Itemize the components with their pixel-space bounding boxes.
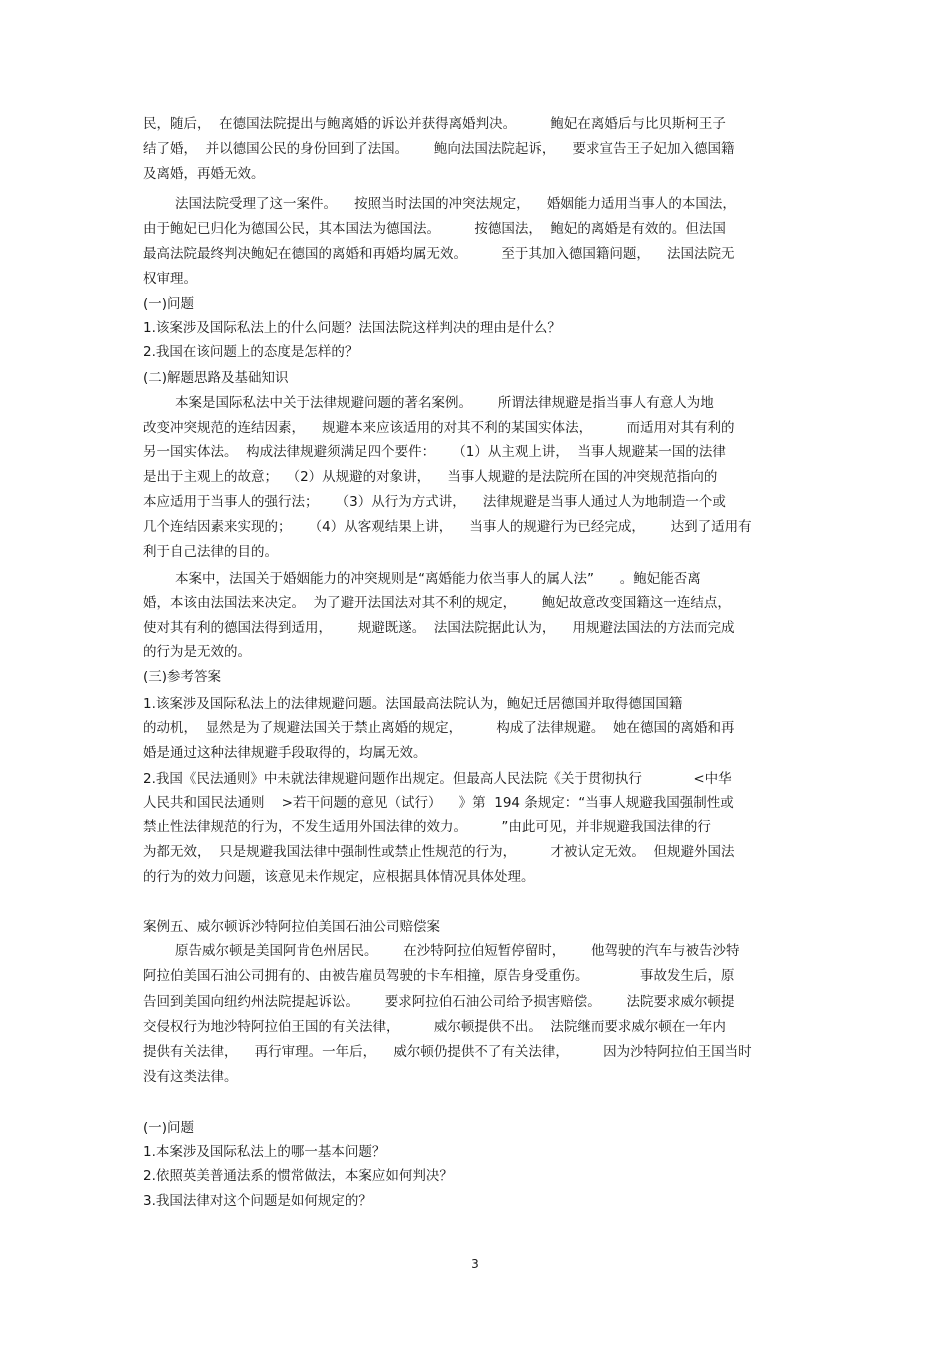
text-line: 告回到美国向纽约州法院提起诉讼。 要求阿拉伯石油公司给予损害赔偿。 法院要求威尔顿提 (143, 994, 735, 1010)
text-line: 民，随后， 在德国法院提出与鲍离婚的诉讼并获得离婚判决。 鲍妃在离婚后与比贝斯柯王子 (143, 116, 726, 132)
text-line: 是出于主观上的故意； （2）从规避的对象讲， 当事人规避的是法院所在国的冲突规范指向的 (143, 469, 718, 485)
text-line: 为都无效， 只是规避我国法律中强制性或禁止性规范的行为， 才被认定无效。 但规避外国法 (143, 844, 735, 860)
text-line: 阿拉伯美国石油公司拥有的、由被告雇员驾驶的卡车相撞，原告身受重伤。 事故发生后，原 (143, 968, 735, 984)
text-line: 的行为是无效的。 (143, 644, 251, 660)
text-line: 人民共和国民法通则 >若干问题的意见（试行） 》第 194 条规定：“当事人规避我国强制性或 (143, 795, 734, 811)
text-line: 结了婚， 并以德国公民的身份回到了法国。 鲍向法国法院起诉， 要求宣告王子妃加入德国籍 (143, 141, 735, 157)
text-line: 提供有关法律， 再行审理。一年后， 威尔顿仍提供不了有关法律， 因为沙特阿拉伯王国当时 (143, 1044, 752, 1060)
text-line: 利于自己法律的目的。 (143, 544, 278, 560)
text-line: 本案中，法国关于婚姻能力的冲突规则是“离婚能力依当事人的属人法” 。鲍妃能否离 (175, 571, 701, 587)
page-number: 3 (471, 1257, 479, 1271)
text-line: 1.该案涉及国际私法上的什么问题？法国法院这样判决的理由是什么？ (143, 320, 561, 336)
text-line: 法国法院受理了这一案件。 按照当时法国的冲突法规定， 婚姻能力适用当事人的本国法， (175, 196, 736, 212)
text-line: 2.依照英美普通法系的惯常做法，本案应如何判决？ (143, 1168, 453, 1184)
text-line: 婚是通过这种法律规避手段取得的，均属无效。 (143, 745, 427, 761)
text-line: (三)参考答案 (143, 669, 222, 685)
text-line: 没有这类法律。 (143, 1069, 238, 1085)
text-line: 使对其有利的德国法得到适用， 规避既遂。 法国法院据此认为， 用规避法国法的方法而完成 (143, 620, 735, 636)
text-line: 3.我国法律对这个问题是如何规定的？ (143, 1193, 372, 1209)
text-line: 几个连结因素来实现的； （4）从客观结果上讲， 当事人的规避行为已经完成， 达到了适用有 (143, 519, 752, 535)
text-line: 本应适用于当事人的强行法； （3）从行为方式讲， 法律规避是当事人通过人为地制造一个或 (143, 494, 726, 510)
text-line: 禁止性法律规范的行为，不发生适用外国法律的效力。 ”由此可见，并非规避我国法律的行 (143, 819, 711, 835)
text-line: 交侵权行为地沙特阿拉伯王国的有关法律， 威尔顿提供不出。 法院继而要求威尔顿在一年内 (143, 1019, 726, 1035)
text-line: 2.我国在该问题上的态度是怎样的？ (143, 344, 359, 360)
text-line: 婚，本该由法国法来决定。 为了避开法国法对其不利的规定， 鲍妃故意改变国籍这一连结点， (143, 595, 731, 611)
text-line: 本案是国际私法中关于法律规避问题的著名案例。 所谓法律规避是指当事人有意人为地 (175, 395, 714, 411)
text-line: 的行为的效力问题，该意见未作规定，应根据具体情况具体处理。 (143, 869, 535, 885)
text-line: 最高法院最终判决鲍妃在德国的离婚和再婚均属无效。 至于其加入德国籍问题， 法国法院无 (143, 246, 735, 262)
text-line: 由于鲍妃已归化为德国公民，其本国法为德国法。 按德国法， 鲍妃的离婚是有效的。但法国 (143, 221, 726, 237)
text-line: (一)问题 (143, 1120, 195, 1136)
text-line: (一)问题 (143, 296, 195, 312)
text-line: 1.该案涉及国际私法上的法律规避问题。法国最高法院认为，鲍妃迁居德国并取得德国国籍 (143, 696, 683, 712)
text-line: 的动机， 显然是为了规避法国关于禁止离婚的规定， 构成了法律规避。 她在德国的离婚和再 (143, 720, 735, 736)
text-line: 2.我国《民法通则》中未就法律规避问题作出规定。但最高人民法院《关于贯彻执行 <中华 (143, 771, 732, 787)
text-line: 1.本案涉及国际私法上的哪一基本问题？ (143, 1144, 386, 1160)
text-line: 案例五、威尔顿诉沙特阿拉伯美国石油公司赔偿案 (143, 919, 440, 935)
text-line: 原告威尔顿是美国阿肯色州居民。 在沙特阿拉伯短暂停留时， 他驾驶的汽车与被告沙特 (175, 943, 740, 959)
text-line: 改变冲突规范的连结因素， 规避本来应该适用的对其不利的某国实体法， 而适用对其有利的 (143, 420, 735, 436)
text-line: 及离婚，再婚无效。 (143, 166, 265, 182)
text-line: 权审理。 (143, 271, 197, 287)
text-line: (二)解题思路及基础知识 (143, 370, 289, 386)
text-line: 另一国实体法。 构成法律规避须满足四个要件： （1）从主观上讲， 当事人规避某一国的法律 (143, 444, 726, 460)
